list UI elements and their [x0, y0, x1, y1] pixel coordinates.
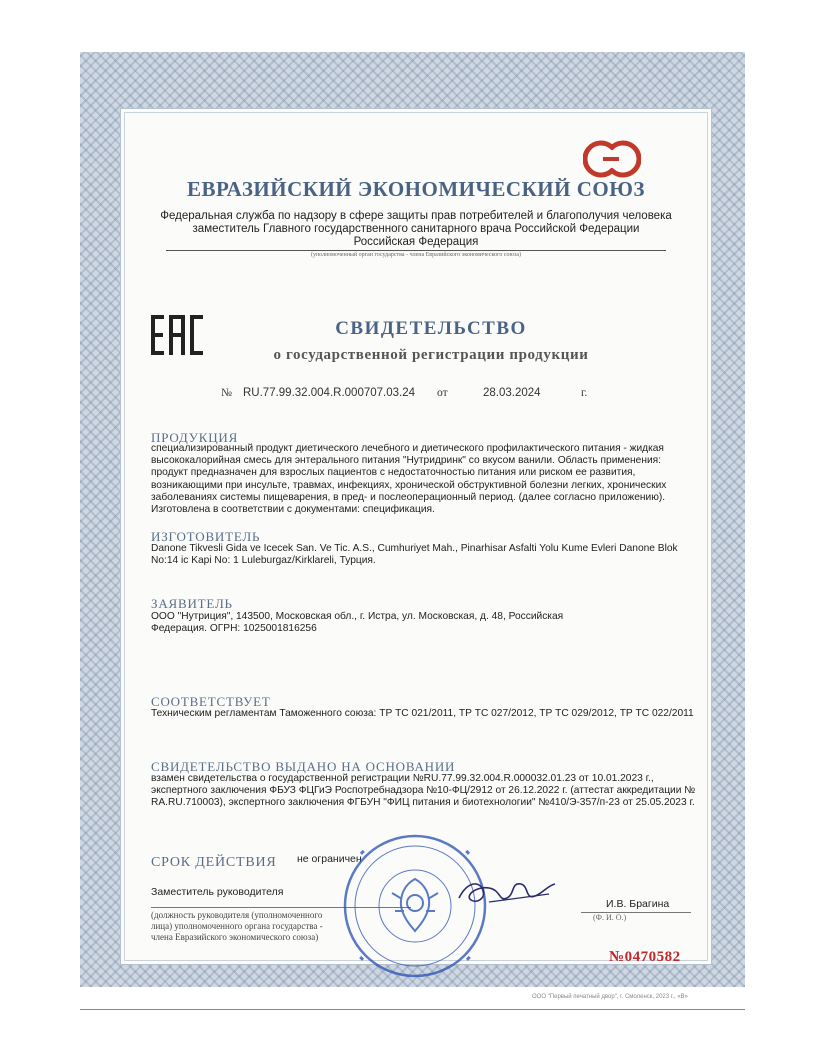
registration-date: 28.03.2024 — [483, 387, 541, 399]
position-caption-2: лица) уполномоченного органа государства - — [151, 921, 323, 931]
ce-logo-icon — [583, 137, 641, 181]
position-caption-3: члена Евразийского экономического союза) — [151, 932, 319, 942]
signatory-name: И.В. Брагина — [606, 898, 670, 910]
manufacturer-heading: ИЗГОТОВИТЕЛЬ — [151, 529, 261, 544]
certificate-body — [120, 108, 712, 965]
applicant-text: ООО "Нутриция", 143500, Московская обл., г. Истра, ул. Московская, д. 48, Российская Федерация. ОГРН: 1025001816256 — [151, 611, 564, 635]
certificate-sheet — [80, 52, 745, 987]
signatory-position: Заместитель руководителя — [151, 886, 284, 898]
agency-line-1: Федеральная служба по надзору в сфере защиты прав потребителей и благополучия человека — [160, 210, 672, 222]
agency-line-3: Российская Федерация — [353, 236, 479, 248]
name-caption: (Ф. И. О.) — [593, 913, 627, 922]
product-text: специализированный продукт диетического лечебного и диетического профилактического питания - жидкая высококалорийная смесь для энтерального питания "Нутридринк" со вкусом ванили. Область применения: продукт предназначен для взрослых пациентов с недостаточностью питания или риском ее развития, возникающими при инсульте, травмах, инфекциях, хронической обструктивной болезни легких, хронических заболеваниях системы пищеварения, в пред- и послеоперационный период. (далее согласно приложению). Изготовлена в соответствии с документами: спецификация. — [151, 443, 667, 516]
product-heading: ПРОДУКЦИЯ — [151, 430, 239, 445]
position-caption-1: (должность руководителя (уполномоченного — [151, 910, 323, 920]
form-serial-number: №0470582 — [609, 949, 681, 965]
year-label: г. — [581, 387, 588, 399]
agency-line-2: заместитель Главного государственного санитарного врача Российской Федерации — [192, 223, 640, 235]
basis-heading: СВИДЕТЕЛЬСТВО ВЫДАНО НА ОСНОВАНИИ — [151, 759, 456, 774]
agency-caption: (уполномоченный орган государства - члена Евразийского экономического союза) — [310, 252, 522, 258]
bottom-rule — [80, 1009, 745, 1010]
union-title: ЕВРАЗИЙСКИЙ ЭКОНОМИЧЕСКИЙ СОЮЗ — [187, 177, 645, 201]
conformity-text: Техническим регламентам Таможенного союза: ТР ТС 021/2011, ТР ТС 027/2012, ТР ТС 029/2012, ТР ТС 022/2011 — [151, 708, 694, 719]
applicant-heading: ЗАЯВИТЕЛЬ — [151, 596, 233, 611]
agency-underline — [166, 250, 666, 251]
certificate-subtitle: о государственной регистрации продукции — [273, 347, 589, 363]
number-label: № — [221, 387, 232, 399]
manufacturer-text: Danone Tikvesli Gida ve Icecek San. Ve Tic. A.S., Cumhuriyet Mah., Pinarhisar Asfalti Yolu Kume Evleri Danone Blok No:14 ic Kapi No: 1 Luleburgaz/Kirklareli, Турция. — [151, 543, 678, 567]
certificate-title: СВИДЕТЕЛЬСТВО — [335, 318, 527, 339]
conformity-heading: СООТВЕТСТВУЕТ — [151, 694, 271, 709]
handwritten-signature — [449, 872, 559, 910]
registration-number: RU.77.99.32.004.R.000707.03.24 — [243, 387, 415, 399]
basis-text: взамен свидетельства о государственной регистрации №RU.77.99.32.004.R.000032.01.23 от 10.01.2023 г., экспертного заключения ФБУЗ ФЦГиЭ Роспотребнадзора №10-ФЦ/2912 от 26.12.2022 г. (аттестат аккредитации № RA.RU.710003), экспертного заключения ФГБУН "ФИЦ питания и биотехнологии" №410/Э-357/п-23 от 25.05.2023 г. — [151, 773, 696, 809]
validity-value: не ограничен — [297, 853, 362, 865]
validity-heading: СРОК ДЕЙСТВИЯ — [151, 855, 277, 870]
printer-note: ООО "Первый печатный двор", г. Смоленск, 2023 г., «В» — [532, 994, 688, 1000]
date-from-label: от — [437, 387, 448, 399]
